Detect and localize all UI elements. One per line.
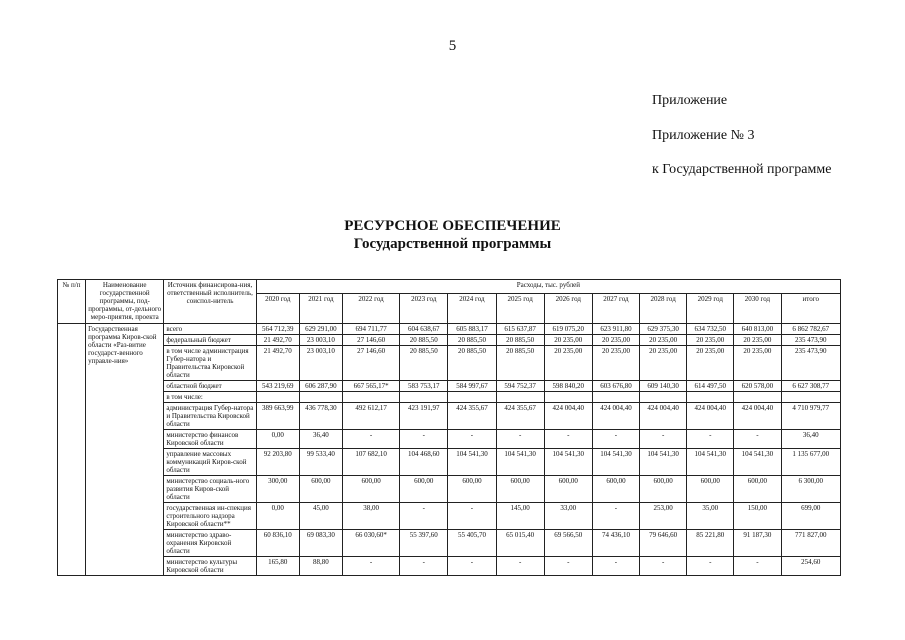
value-cell: - (400, 430, 448, 449)
value-cell: 620 578,00 (734, 381, 781, 392)
value-cell: 253,00 (640, 503, 687, 530)
value-cell: - (400, 557, 448, 576)
value-cell: 145,00 (496, 503, 544, 530)
value-cell: 20 885,50 (448, 335, 496, 346)
header-year-5: 2025 год (496, 294, 544, 324)
value-cell: 35,00 (687, 503, 734, 530)
value-cell: 20 235,00 (544, 335, 592, 346)
value-cell: 4 710 979,77 (781, 403, 841, 430)
value-cell: 424 355,67 (448, 403, 496, 430)
value-cell: 600,00 (496, 476, 544, 503)
value-cell: 38,00 (342, 503, 399, 530)
value-cell: 104 541,30 (687, 449, 734, 476)
source-label: управление массовых коммуникаций Киров-ской области (164, 449, 256, 476)
value-cell: 104 541,30 (448, 449, 496, 476)
value-cell: 69 566,50 (544, 530, 592, 557)
value-cell: 771 827,00 (781, 530, 841, 557)
value-cell: 600,00 (544, 476, 592, 503)
value-cell: 104 541,30 (592, 449, 639, 476)
value-cell: 150,00 (734, 503, 781, 530)
value-cell: 20 885,50 (496, 346, 544, 381)
value-cell: 45,00 (299, 503, 342, 530)
value-cell: 20 885,50 (448, 346, 496, 381)
header-program-name: Наименование государственной программы, под-программы, от-дельного меро-приятия, проекта (86, 280, 164, 324)
value-cell: 424 004,40 (544, 403, 592, 430)
value-cell: 74 436,10 (592, 530, 639, 557)
value-cell: - (544, 430, 592, 449)
value-cell (592, 392, 639, 403)
value-cell (734, 392, 781, 403)
value-cell: - (734, 557, 781, 576)
value-cell: 0,00 (256, 430, 299, 449)
value-cell: 614 497,50 (687, 381, 734, 392)
value-cell: 6 300,00 (781, 476, 841, 503)
value-cell: 235 473,90 (781, 335, 841, 346)
source-label: министерство культуры Кировской области (164, 557, 256, 576)
value-cell: 605 883,17 (448, 324, 496, 335)
value-cell (400, 392, 448, 403)
value-cell: 424 004,40 (640, 403, 687, 430)
header-year-4: 2024 год (448, 294, 496, 324)
value-cell: - (640, 430, 687, 449)
value-cell: 55 405,70 (448, 530, 496, 557)
value-cell (687, 392, 734, 403)
header-expenses: Расходы, тыс. рублей (256, 280, 840, 294)
value-cell: 27 146,60 (342, 335, 399, 346)
value-cell (448, 392, 496, 403)
value-cell (342, 392, 399, 403)
value-cell: 600,00 (299, 476, 342, 503)
value-cell: 606 287,90 (299, 381, 342, 392)
value-cell: 20 235,00 (687, 346, 734, 381)
value-cell: 594 752,37 (496, 381, 544, 392)
value-cell: - (342, 430, 399, 449)
header-year-3: 2023 год (400, 294, 448, 324)
source-label: в том числе администрация Губер-натора и Правительства Кировской области (164, 346, 256, 381)
value-cell: 300,00 (256, 476, 299, 503)
value-cell: 583 753,17 (400, 381, 448, 392)
value-cell: 424 004,40 (592, 403, 639, 430)
value-cell: 92 203,80 (256, 449, 299, 476)
value-cell (640, 392, 687, 403)
header-year-10: 2030 год (734, 294, 781, 324)
value-cell: - (544, 557, 592, 576)
value-cell: 254,60 (781, 557, 841, 576)
value-cell: 99 533,40 (299, 449, 342, 476)
value-cell: 564 712,39 (256, 324, 299, 335)
source-label: в том числе: (164, 392, 256, 403)
value-cell: 424 004,40 (734, 403, 781, 430)
value-cell: 600,00 (734, 476, 781, 503)
value-cell: - (448, 430, 496, 449)
source-label: всего (164, 324, 256, 335)
value-cell: 165,80 (256, 557, 299, 576)
source-label: администрация Губер-натора и Правительства Кировской области (164, 403, 256, 430)
value-cell: 65 015,40 (496, 530, 544, 557)
header-year-11: итого (781, 294, 841, 324)
value-cell (544, 392, 592, 403)
header-year-0: 2020 год (256, 294, 299, 324)
value-cell: 619 075,20 (544, 324, 592, 335)
value-cell: 104 468,60 (400, 449, 448, 476)
header-year-1: 2021 год (299, 294, 342, 324)
value-cell: 389 663,99 (256, 403, 299, 430)
value-cell (256, 392, 299, 403)
value-cell: 20 885,50 (400, 335, 448, 346)
value-cell: 600,00 (687, 476, 734, 503)
value-cell: 85 221,80 (687, 530, 734, 557)
source-label: министерство финансов Кировской области (164, 430, 256, 449)
value-cell: 55 397,60 (400, 530, 448, 557)
value-cell: - (592, 430, 639, 449)
value-cell: 603 676,80 (592, 381, 639, 392)
value-cell: - (448, 503, 496, 530)
value-cell: 23 003,10 (299, 335, 342, 346)
appendix-line-2: Приложение № 3 (652, 128, 755, 143)
value-cell: 69 083,30 (299, 530, 342, 557)
value-cell: 424 004,40 (687, 403, 734, 430)
value-cell: 27 146,60 (342, 346, 399, 381)
value-cell: 623 911,80 (592, 324, 639, 335)
value-cell: 640 813,00 (734, 324, 781, 335)
header-number: № п/п (58, 280, 86, 324)
header-year-8: 2028 год (640, 294, 687, 324)
value-cell (299, 392, 342, 403)
value-cell: 634 732,50 (687, 324, 734, 335)
row-number-cell (58, 324, 86, 576)
value-cell: - (592, 557, 639, 576)
appendix-line-3: к Государственной программе (652, 162, 832, 177)
value-cell: 667 565,17* (342, 381, 399, 392)
value-cell: 20 235,00 (592, 346, 639, 381)
value-cell: 104 541,30 (496, 449, 544, 476)
source-label: министерство социаль-ного развития Киров-ской области (164, 476, 256, 503)
header-year-6: 2026 год (544, 294, 592, 324)
value-cell: 88,80 (299, 557, 342, 576)
value-cell: 20 235,00 (592, 335, 639, 346)
value-cell: 615 637,87 (496, 324, 544, 335)
value-cell: 543 219,69 (256, 381, 299, 392)
page-number: 5 (448, 38, 457, 54)
value-cell: - (734, 430, 781, 449)
value-cell: 21 492,70 (256, 335, 299, 346)
source-label: государственная ин-спекция строительного надзора Кировской области** (164, 503, 256, 530)
value-cell: 609 140,30 (640, 381, 687, 392)
appendix-line-1: Приложение (652, 93, 728, 108)
value-cell: 60 836,10 (256, 530, 299, 557)
value-cell: 33,00 (544, 503, 592, 530)
value-cell: 20 235,00 (734, 346, 781, 381)
value-cell: 699,00 (781, 503, 841, 530)
value-cell (496, 392, 544, 403)
value-cell: 598 840,20 (544, 381, 592, 392)
value-cell: 584 997,67 (448, 381, 496, 392)
value-cell: - (496, 430, 544, 449)
source-label: федеральный бюджет (164, 335, 256, 346)
value-cell: 600,00 (400, 476, 448, 503)
value-cell: - (400, 503, 448, 530)
value-cell: 36,40 (299, 430, 342, 449)
value-cell: 104 541,30 (544, 449, 592, 476)
value-cell: 20 235,00 (544, 346, 592, 381)
document-subtitle: Государственной программы (353, 236, 552, 252)
value-cell: 629 375,30 (640, 324, 687, 335)
resource-table (57, 279, 841, 576)
value-cell: 600,00 (592, 476, 639, 503)
value-cell: 492 612,17 (342, 403, 399, 430)
value-cell: 235 473,90 (781, 346, 841, 381)
value-cell: 20 235,00 (734, 335, 781, 346)
value-cell: 629 291,00 (299, 324, 342, 335)
header-year-7: 2027 год (592, 294, 639, 324)
value-cell: 91 187,30 (734, 530, 781, 557)
program-name-cell: Государственная программа Киров-ской области «Раз-витие государст-венного управле-ния» (86, 324, 164, 576)
value-cell: 20 885,50 (496, 335, 544, 346)
value-cell: 107 682,10 (342, 449, 399, 476)
value-cell: - (687, 430, 734, 449)
value-cell: 79 646,60 (640, 530, 687, 557)
value-cell: 600,00 (342, 476, 399, 503)
value-cell: 423 191,97 (400, 403, 448, 430)
value-cell: 604 638,67 (400, 324, 448, 335)
value-cell: 36,40 (781, 430, 841, 449)
header-year-2: 2022 год (342, 294, 399, 324)
value-cell: - (496, 557, 544, 576)
value-cell: 104 541,30 (640, 449, 687, 476)
value-cell (781, 392, 841, 403)
source-label: министерство здраво-охранения Кировской области (164, 530, 256, 557)
value-cell: 600,00 (448, 476, 496, 503)
value-cell: - (592, 503, 639, 530)
value-cell: 436 778,30 (299, 403, 342, 430)
value-cell: 20 235,00 (640, 346, 687, 381)
value-cell: 1 135 677,00 (781, 449, 841, 476)
value-cell: 20 235,00 (687, 335, 734, 346)
value-cell: - (687, 557, 734, 576)
value-cell: 21 492,70 (256, 346, 299, 381)
document-title: РЕСУРСНОЕ ОБЕСПЕЧЕНИЕ (344, 218, 561, 234)
header-year-9: 2029 год (687, 294, 734, 324)
value-cell: 6 627 308,77 (781, 381, 841, 392)
value-cell: - (448, 557, 496, 576)
value-cell: 104 541,30 (734, 449, 781, 476)
value-cell: 20 885,50 (400, 346, 448, 381)
value-cell: 6 862 782,67 (781, 324, 841, 335)
value-cell: 600,00 (640, 476, 687, 503)
value-cell: - (640, 557, 687, 576)
value-cell: - (342, 557, 399, 576)
value-cell: 0,00 (256, 503, 299, 530)
value-cell: 424 355,67 (496, 403, 544, 430)
header-source: Источник финансирова-ния, ответственный исполнитель, соиспол-нитель (164, 280, 256, 324)
value-cell: 23 003,10 (299, 346, 342, 381)
value-cell: 66 030,60* (342, 530, 399, 557)
value-cell: 694 711,77 (342, 324, 399, 335)
value-cell: 20 235,00 (640, 335, 687, 346)
source-label: областной бюджет (164, 381, 256, 392)
